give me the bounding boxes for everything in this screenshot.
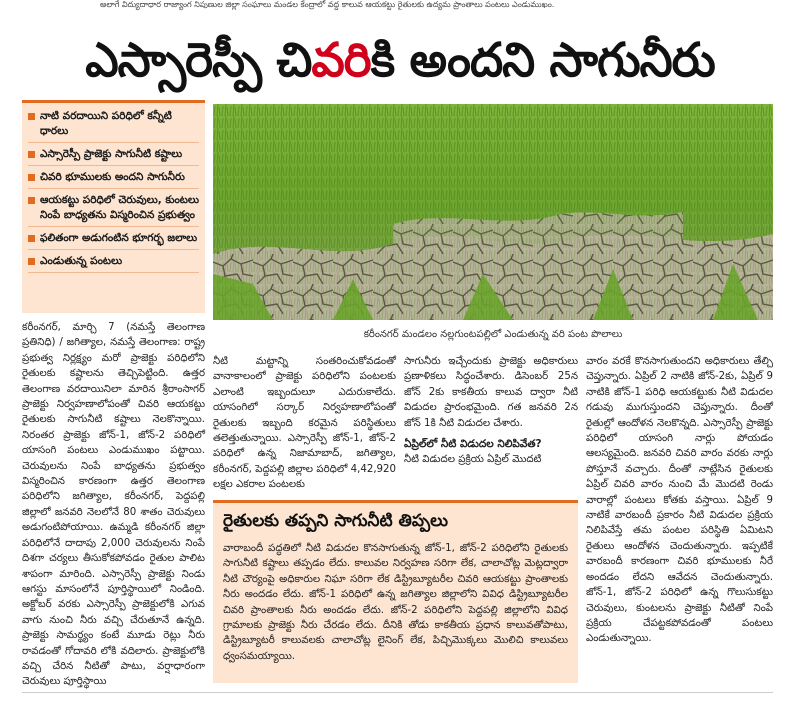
highlight-item: ఎస్సారెస్పీ ప్రాజెక్టు సాగునీటి కష్టాలు xyxy=(28,147,199,166)
bottom-rule xyxy=(22,692,773,693)
column-3-text-after: నీటి విడుదల ప్రక్రియ ఏప్రిల్ మొదటి xyxy=(404,454,542,466)
highlights-box xyxy=(22,100,205,313)
article-column-1: కరీంనగర్, మార్చి 7 (నమస్తే తెలంగాణ ప్రతినిధి) / జగిత్యాల, నమస్తే తెలంగాణ: రాష్ట్ర ప్రభుత్వ నిర్లక్ష్యం మరో ప్రాజెక్టు పరిధిలోని రైతులకు కష్టాలను తెచ్చిపెట్టింది. ఉత్తర తెలంగాణ వరదాయినిలా మారిన శ్రీరాంసాగర్ ప్రాజెక్టు నిర్వహణాలోపంతో చివరి ఆయకట్టు రైతులకు సాగునీటి కష్టాలు నెలకొన్నాయి. నిరంతర ప్రాజెక్టు జోన్-1, జోన్-2 పరిధిలో యాసంగి పంటలు ఎండుముఖం పట్టాయి. చెరువులను నింపే బాధ్యతను ప్రభుత్వం విస్మరించిన కారణంగా ఉత్తర తెలంగాణ పరిధిలోని జగిత్యాల, కరీంనగర్, పెద్దపల్లి జిల్లాలో జనవరి నెలలోనే 80 శాతం చెరువులు అడుగంటిపోయాయి. ఉమ్మడి కరీంనగర్ జిల్లా పరిధిలోనే దాదాపు 2,000 చెరువులను నింపే దిశగా చర్యలు తీసుకోకపోవడం రైతుల పాలిట శాపంగా మారింది. ఎస్సారెస్పీ ప్రాజెక్టు నిండు ఆగస్టు మాసంలోనే పూర్తిస్థాయిలో నిండింది. అక్టోబర్ వరకు ఎస్సారెస్పీ ప్రాజెక్టులోకి ఎగువ వాగు నుంచి నీరు వచ్చి చేరుతూనే ఉన్నది. ప్రాజెక్టు సామర్థ్యం కంటే మూడు రెట్లు నీరు రావడంతో గోదావరి లోకి వదిలారు. ప్రాజెక్టులోకి వచ్చి చేరిన నీటితో పాటు, వర్షాధారంగా చెరువులు పూర్తిస్థాయి xyxy=(22,322,205,688)
headline-part2: కి అందని సాగునీరు xyxy=(370,33,715,88)
highlight-item: ఎండుతున్న పంటలు xyxy=(28,254,199,273)
article-column-2: నీటి మట్టాన్ని సంతరించుకోవడంతో వానాకాలంలో ప్రాజెక్టు పరిధిలోని పంటలకు ఎలాంటి ఇబ్బందులూ ఎదురుకాలేదు. యాసంగిలో సర్కార్ నిర్వహణాలోపంతో రైతులకు ఇబ్బంది కరమైన పరిస్థితులు తలెత్తుతున్నాయి. ఎస్సారెస్పీ జోన్-1, జోన్-2 పరిధిలో ఉన్న నిజామాబాద్, జగిత్యాల, కరీంనగర్, పెద్దపల్లి జిల్లాల పరిధిలో 4,42,920 లక్షల ఎకరాల పంటలకు xyxy=(213,356,396,491)
headline-part1: ఎస్సారెస్పీ చి xyxy=(85,33,312,88)
photo-caption: కరీంనగర్ మండలం నల్లగుంటపల్లిలో ఎండుతున్న వరి పంట పొలాలు xyxy=(363,329,623,340)
highlight-item: చివరి భూములకు అందని సాగునీరు xyxy=(28,170,199,189)
column-3-text: సాగునీరు ఇచ్చేందుకు ప్రాజెక్టు అధికారులు ప్రణాళికలు సిద్ధంచేశారు. డిసెంబర్ 25న జోన్ 2కు కాకతీయ కాలువ ద్వారా నీటి విడుదల ప్రారంభమైంది. గత జనవరి 2న జోన్ 1కి నీటి విడుదల చేశారు. xyxy=(404,356,578,429)
highlights-list xyxy=(22,103,205,273)
article-column-4: వారం వరకే కొనసాగుతుందని అధికారులు తేల్చి చెప్తున్నారు. ఏప్రిల్ 2 నాటికి జోన్-2కు, ఏప్రిల్ 9 నాటికి జోన్-1 పరిధి ఆయకట్టుకు నీటి విడుదల గడువు ముగుస్తుందని చెప్తున్నారు. దీంతో రైతుల్లో ఆందోళన నెలకొన్నది. ఎస్సారెస్పీ ప్రాజెక్టు పరిధిలో యాసంగి నార్లు పోయడం ఆలస్యమైంది. జనవరి చివరి వారం వరకు నార్లు పోస్తూనే వచ్చారు. దీంతో నాట్లేసిన రైతులకు ఏప్రిల్ చివరి వారం నుంచి మే మొదటి రెండు వారాల్లో పంటలు కోతకు వస్తాయి. ఏప్రిల్ 9 నాటికే వారబందీ ప్రకారం నీటి విడుదల ప్రక్రియ నిలిపివేస్తే తమ పంటల పరిస్థితి ఏమిటని రైతులు ఆందోళన చెందుతున్నారు. ఇప్పటికే వారబందీ కారణంగా చివరి భూములకు నీరే అందడం లేదని ఆవేదన చెందుతున్నారు. జోన్-1, జోన్-2 పరిధిలో ఉన్న గొలుసుకట్టు చెరువులు, కుంటలను ప్రాజెక్టు నీటితో నింపే ప్రక్రియ చేపట్టకపోవడంతో పంటలు ఎండుతున్నాయి. xyxy=(586,356,773,645)
inset-body: వారాబందీ పద్ధతిలో నీటి విడుదల కొనసాగుతున్న జోన్-1, జోన్-2 పరిధిలోని రైతులకు సాగునీటి కష్టాలు తప్పడం లేదు. కాలువల నిర్వహణ సరిగా లేక, చాలాచోట్ల మెట్లద్వారా నీటి చౌర్యంపై అధికారుల నిఘా సరిగా లేక డిస్ట్రిబ్యూటరీల చివరి ఆయకట్టు ప్రాంతాలకు నీరు అందడం లేదు. జోన్-1 పరిధిలో ఉన్న జగిత్యాల జిల్లాలోని వివిధ డిస్ట్రిబ్యూటరీల చివరి ప్రాంతాలకు నీరు అందడం లేదు. జోన్-2 పరిధిలోని పెద్దపల్లి జిల్లాలోని వివిధ గ్రామాలకు ప్రాజెక్టు నీరు చేరడం లేదు. దీనికి తోడు కాకతీయ ప్రధాన కాలువతోపాటు, డిస్ట్రిబ్యూటరీ కాలువలకు చాలాచోట్ల లైనింగ్ లేక, పిచ్చిమొక్కలు మొలిచి కాలువలు ధ్వంసమయ్యాయి. xyxy=(223,543,568,662)
highlight-item: ఫలితంగా అడుగంటిన భూగర్భ జలాలు xyxy=(28,231,199,250)
dry-paddy-field-photo xyxy=(213,104,773,320)
article-column-3 xyxy=(404,354,578,468)
highlight-item: ఆయకట్టు పరిధిలో చెరువులు, కుంటలు నింపే బాధ్యతను విస్మరించిన ప్రభుత్వం xyxy=(28,193,199,227)
inset-box xyxy=(213,500,578,683)
column-3-subhead: ఏప్రిల్‌లో నీటి విడుదల నిలిపివేత? xyxy=(404,438,542,451)
inset-title: రైతులకు తప్పని సాగునీటి తిప్పలు xyxy=(223,511,449,531)
headline xyxy=(0,26,800,96)
top-line: అలాగే విద్యుదాధార రాజ్యాంగ నిపుణుల జిల్లా సంఘాలు మండల కేంద్రాలో వద్ద కాలువ ఆయకట్టు రైతులకు ఉద్యమ ప్రాంతాలు పంటలు ఎండుముఖం. xyxy=(100,0,555,9)
headline-accent: వరి xyxy=(311,33,371,88)
highlight-item: నాటి వరదాయిని పరిధిలో కన్నీటి ధారలు xyxy=(28,109,199,143)
